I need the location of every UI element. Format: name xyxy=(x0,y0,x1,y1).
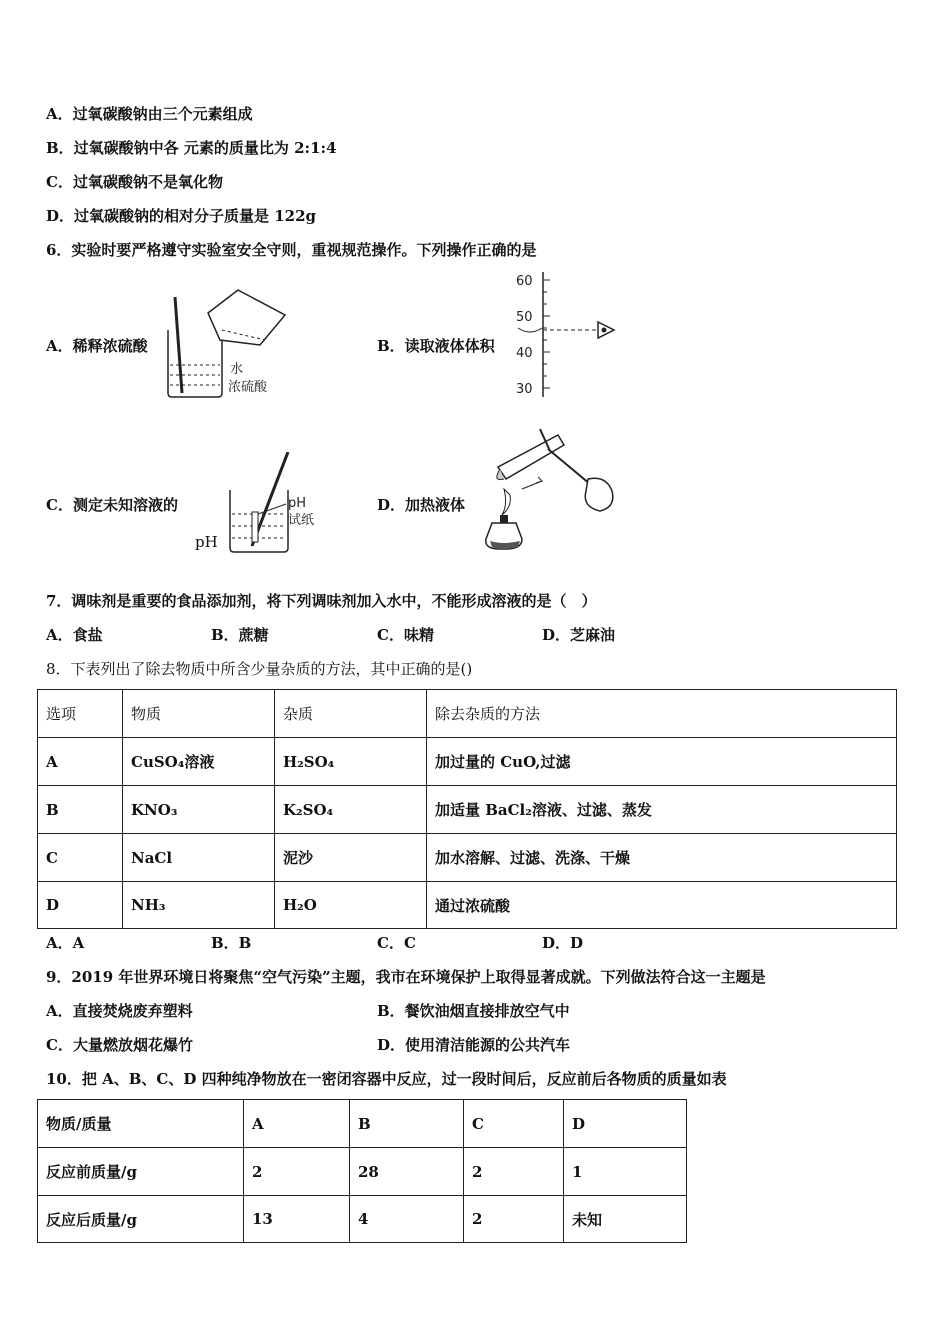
table-cell: 加适量 BaCl₂溶液、过滤、蒸发 xyxy=(427,786,897,834)
table-cell: 泥沙 xyxy=(275,834,427,882)
table-cell: 未知 xyxy=(564,1196,687,1243)
table-cell: CuSO₄溶液 xyxy=(123,738,275,786)
q8-header-method: 除去杂质的方法 xyxy=(427,690,897,738)
table-cell: H₂O xyxy=(275,882,427,929)
q5-option-b: B．过氧碳酸钠中各 元素的质量比为 2:1:4 xyxy=(46,139,337,157)
table-cell: 加过量的 CuO,过滤 xyxy=(427,738,897,786)
q9-option-b: B．餐饮油烟直接排放空气中 xyxy=(377,1002,570,1020)
q9-stem: 9．2019 年世界环境日将聚焦“空气污染”主题，我市在环境保护上取得显著成就。下列做法符合这一主题是 xyxy=(46,968,766,986)
q6-option-b: B．读取液体体积 xyxy=(377,337,495,355)
ph-test-figure xyxy=(222,452,332,556)
q6-option-d: D．加热液体 xyxy=(377,496,466,514)
cylinder-reading-figure xyxy=(508,272,618,397)
table-cell: 反应前质量/g xyxy=(38,1148,244,1196)
table-cell: H₂SO₄ xyxy=(275,738,427,786)
tick-30: 30 xyxy=(516,382,533,397)
table-cell: 2 xyxy=(244,1148,350,1196)
table-row xyxy=(38,1148,687,1196)
q10-header-cell: D xyxy=(564,1100,687,1148)
q10-header-cell: B xyxy=(350,1100,464,1148)
table-cell: 28 xyxy=(350,1148,464,1196)
tick-40: 40 xyxy=(516,346,533,361)
q10-table xyxy=(37,1099,687,1243)
table-cell: NH₃ xyxy=(123,882,275,929)
table-cell: 2 xyxy=(464,1196,564,1243)
q10-header-cell: C xyxy=(464,1100,564,1148)
q7-option-c: C．味精 xyxy=(377,626,434,644)
q5-option-c: C．过氧碳酸钠不是氧化物 xyxy=(46,173,223,191)
q8-table xyxy=(37,689,897,929)
table-cell: 通过浓硫酸 xyxy=(427,882,897,929)
q8-option-d: D．D xyxy=(542,934,584,952)
table-row xyxy=(38,834,897,882)
q8-stem: 8．下表列出了除去物质中所含少量杂质的方法，其中正确的是() xyxy=(46,660,473,678)
table-cell: A xyxy=(38,738,123,786)
table-cell: 加水溶解、过滤、洗涤、干燥 xyxy=(427,834,897,882)
table-cell: 反应后质量/g xyxy=(38,1196,244,1243)
q5-option-a: A．过氧碳酸钠由三个元素组成 xyxy=(46,105,253,123)
q10-header-row xyxy=(38,1100,687,1148)
q7-option-b: B．蔗糖 xyxy=(211,626,269,644)
table-row xyxy=(38,1196,687,1243)
ph-paper-label-1: pH xyxy=(288,496,307,511)
table-cell: 2 xyxy=(464,1148,564,1196)
q8-header-option: 选项 xyxy=(38,690,123,738)
dilute-acid-figure xyxy=(160,285,290,400)
table-row xyxy=(38,786,897,834)
acid-label: 浓硫酸 xyxy=(228,380,268,395)
table-row xyxy=(38,738,897,786)
tick-60: 60 xyxy=(516,274,533,289)
q9-option-a: A．直接焚烧废弃塑料 xyxy=(46,1002,193,1020)
q8-option-b: B．B xyxy=(211,934,252,952)
q8-header-row xyxy=(38,690,897,738)
q10-header-cell: 物质/质量 xyxy=(38,1100,244,1148)
table-cell: 1 xyxy=(564,1148,687,1196)
q6-option-c: C．测定未知溶液的 xyxy=(46,496,178,514)
q8-header-substance: 物质 xyxy=(123,690,275,738)
q8-option-c: C．C xyxy=(377,934,416,952)
table-cell: KNO₃ xyxy=(123,786,275,834)
q7-stem: 7．调味剂是重要的食品添加剂，将下列调味剂加入水中，不能形成溶液的是（ ） xyxy=(46,592,597,610)
q9-option-c: C．大量燃放烟花爆竹 xyxy=(46,1036,193,1054)
ph-label: pH xyxy=(195,533,218,551)
table-row xyxy=(38,882,897,929)
q10-header-cell: A xyxy=(244,1100,350,1148)
q8-option-a: A．A xyxy=(46,934,85,952)
ph-paper-label-2: 试纸 xyxy=(288,513,315,528)
q7-option-a: A．食盐 xyxy=(46,626,103,644)
table-cell: C xyxy=(38,834,123,882)
q8-header-impurity: 杂质 xyxy=(275,690,427,738)
q9-option-d: D．使用清洁能源的公共汽车 xyxy=(377,1036,571,1054)
table-cell: 4 xyxy=(350,1196,464,1243)
q6-stem: 6．实验时要严格遵守实验室安全守则，重视规范操作。下列操作正确的是 xyxy=(46,241,537,259)
q5-option-d: D．过氧碳酸钠的相对分子质量是 122g xyxy=(46,207,317,225)
heating-liquid-figure xyxy=(478,427,623,557)
water-label: 水 xyxy=(230,362,244,377)
tick-50: 50 xyxy=(516,310,533,325)
table-cell: B xyxy=(38,786,123,834)
table-cell: 13 xyxy=(244,1196,350,1243)
q6-option-a: A．稀释浓硫酸 xyxy=(46,337,148,355)
table-cell: D xyxy=(38,882,123,929)
table-cell: K₂SO₄ xyxy=(275,786,427,834)
table-cell: NaCl xyxy=(123,834,275,882)
q10-stem: 10．把 A、B、C、D 四种纯净物放在一密闭容器中反应，过一段时间后，反应前后各物质的质量如表 xyxy=(46,1070,727,1088)
q7-option-d: D．芝麻油 xyxy=(542,626,616,644)
